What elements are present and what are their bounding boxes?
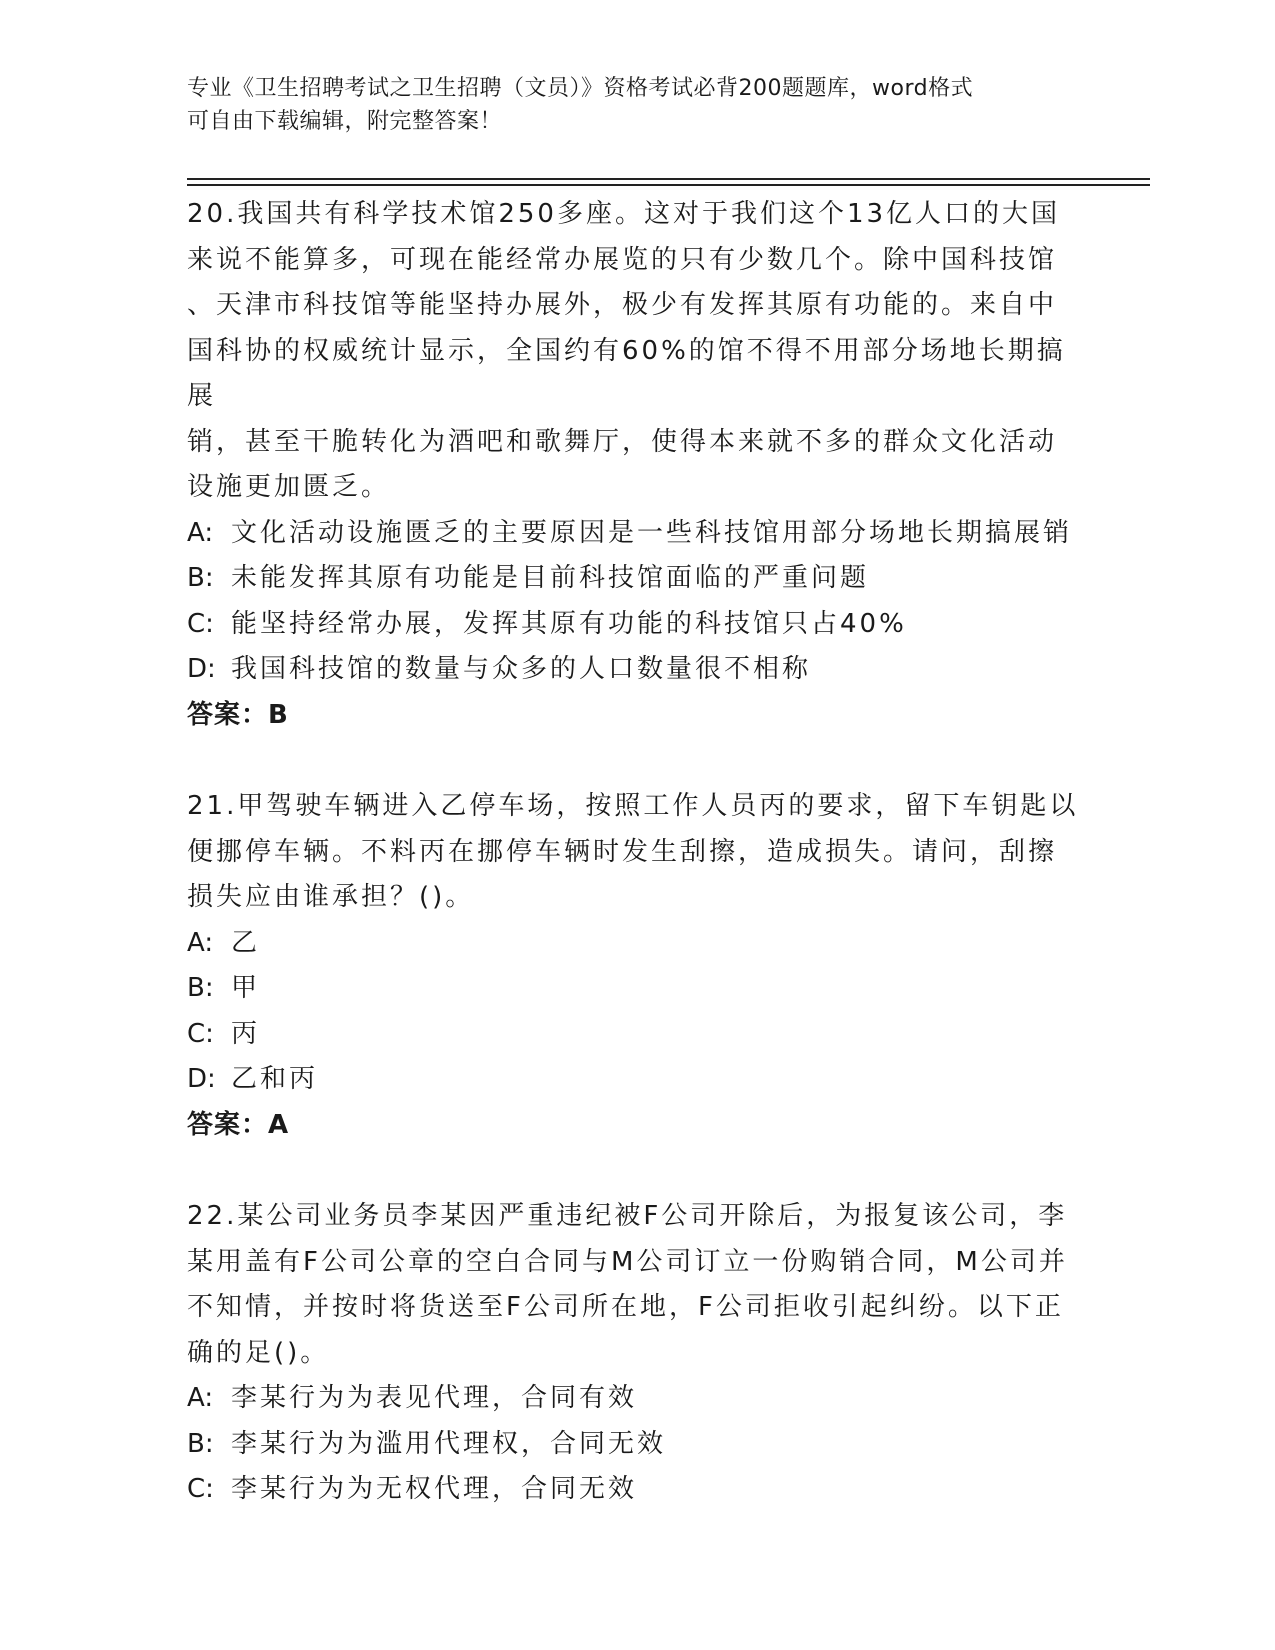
option-letter: B: bbox=[187, 563, 214, 593]
stem-line: 不知情，并按时将货送至F公司所在地，F公司拒收引起纠纷。以下正 bbox=[187, 1292, 1064, 1322]
stem-line: 20.我国共有科学技术馆250多座。这对于我们这个13亿人口的大国 bbox=[187, 199, 1061, 229]
stem-line: 国科协的权威统计显示，全国约有60%的馆不得不用部分场地长期搞展 bbox=[187, 335, 1066, 411]
option-letter: D: bbox=[187, 654, 216, 684]
option-letter: A: bbox=[187, 1383, 214, 1413]
stem-line: 21.甲驾驶车辆进入乙停车场，按照工作人员丙的要求，留下车钥匙以 bbox=[187, 791, 1079, 821]
option-text: 文化活动设施匮乏的主要原因是一些科技馆用部分场地长期搞展销 bbox=[231, 517, 1073, 548]
option-letter: B: bbox=[187, 973, 214, 1003]
option-b bbox=[187, 1422, 1087, 1468]
stem-line: 便挪停车辆。不料丙在挪停车辆时发生刮擦，造成损失。请问，刮擦 bbox=[187, 836, 1058, 867]
stem-line: 设施更加匮乏。 bbox=[187, 472, 391, 502]
option-b bbox=[187, 966, 1087, 1012]
stem-line: 22.某公司业务员李某因严重违纪被F公司开除后，为报复该公司，李 bbox=[187, 1201, 1068, 1231]
option-text: 能坚持经常办展，发挥其原有功能的科技馆只占40% bbox=[231, 608, 907, 639]
option-c bbox=[187, 1467, 1087, 1513]
option-d bbox=[187, 647, 1087, 693]
option-text: 丙 bbox=[231, 1018, 261, 1049]
stem-line: 来说不能算多，可现在能经常办展览的只有少数几个。除中国科技馆 bbox=[187, 244, 1058, 275]
stem-line: 销，甚至干脆转化为酒吧和歌舞厅，使得本来就不多的群众文化活动 bbox=[187, 426, 1058, 457]
option-d bbox=[187, 1057, 1087, 1103]
option-text: 李某行为为无权代理，合同无效 bbox=[231, 1474, 638, 1504]
document-header bbox=[187, 72, 1087, 138]
option-a bbox=[187, 1376, 1087, 1422]
option-a bbox=[187, 921, 1087, 967]
option-c bbox=[187, 602, 1087, 648]
stem-line: 某用盖有F公司公章的空白合同与M公司订立一份购销合同，M公司并 bbox=[187, 1246, 1068, 1277]
header-divider-top bbox=[187, 178, 1150, 180]
question-21 bbox=[187, 784, 1087, 1148]
answer-line: 答案：B bbox=[187, 699, 289, 730]
header-divider-bottom bbox=[187, 184, 1150, 186]
option-letter: B: bbox=[187, 1428, 214, 1459]
option-c bbox=[187, 1012, 1087, 1058]
option-letter: A: bbox=[187, 927, 214, 958]
question-22 bbox=[187, 1194, 1087, 1513]
option-letter: D: bbox=[187, 1064, 216, 1094]
question-stem bbox=[187, 1194, 1087, 1376]
option-b bbox=[187, 556, 1087, 602]
question-20 bbox=[187, 192, 1087, 738]
option-text: 李某行为为滥用代理权，合同无效 bbox=[231, 1428, 667, 1459]
stem-line: 、天津市科技馆等能坚持办展外，极少有发挥其原有功能的。来自中 bbox=[187, 290, 1058, 320]
option-text: 李某行为为表见代理，合同有效 bbox=[231, 1383, 638, 1413]
option-text: 甲 bbox=[231, 973, 261, 1003]
header-line-1: 专业《卫生招聘考试之卫生招聘（文员）》资格考试必背200题题库，word格式 bbox=[187, 76, 974, 101]
stem-line: 确的足()。 bbox=[187, 1337, 330, 1368]
option-text: 乙和丙 bbox=[231, 1064, 319, 1094]
question-list bbox=[187, 192, 1087, 1559]
answer-line: 答案：A bbox=[187, 1109, 290, 1140]
option-a bbox=[187, 511, 1087, 557]
option-letter: C: bbox=[187, 1018, 214, 1049]
header-line-2: 可自由下载编辑，附完整答案！ bbox=[187, 109, 503, 134]
option-text: 我国科技馆的数量与众多的人口数量很不相称 bbox=[231, 654, 812, 684]
question-stem bbox=[187, 784, 1087, 921]
option-letter: C: bbox=[187, 608, 214, 639]
option-text: 乙 bbox=[231, 927, 261, 958]
option-letter: A: bbox=[187, 517, 214, 548]
option-letter: C: bbox=[187, 1474, 214, 1504]
question-stem bbox=[187, 192, 1087, 511]
option-text: 未能发挥其原有功能是目前科技馆面临的严重问题 bbox=[231, 563, 870, 593]
stem-line: 损失应由谁承担？()。 bbox=[187, 882, 475, 912]
